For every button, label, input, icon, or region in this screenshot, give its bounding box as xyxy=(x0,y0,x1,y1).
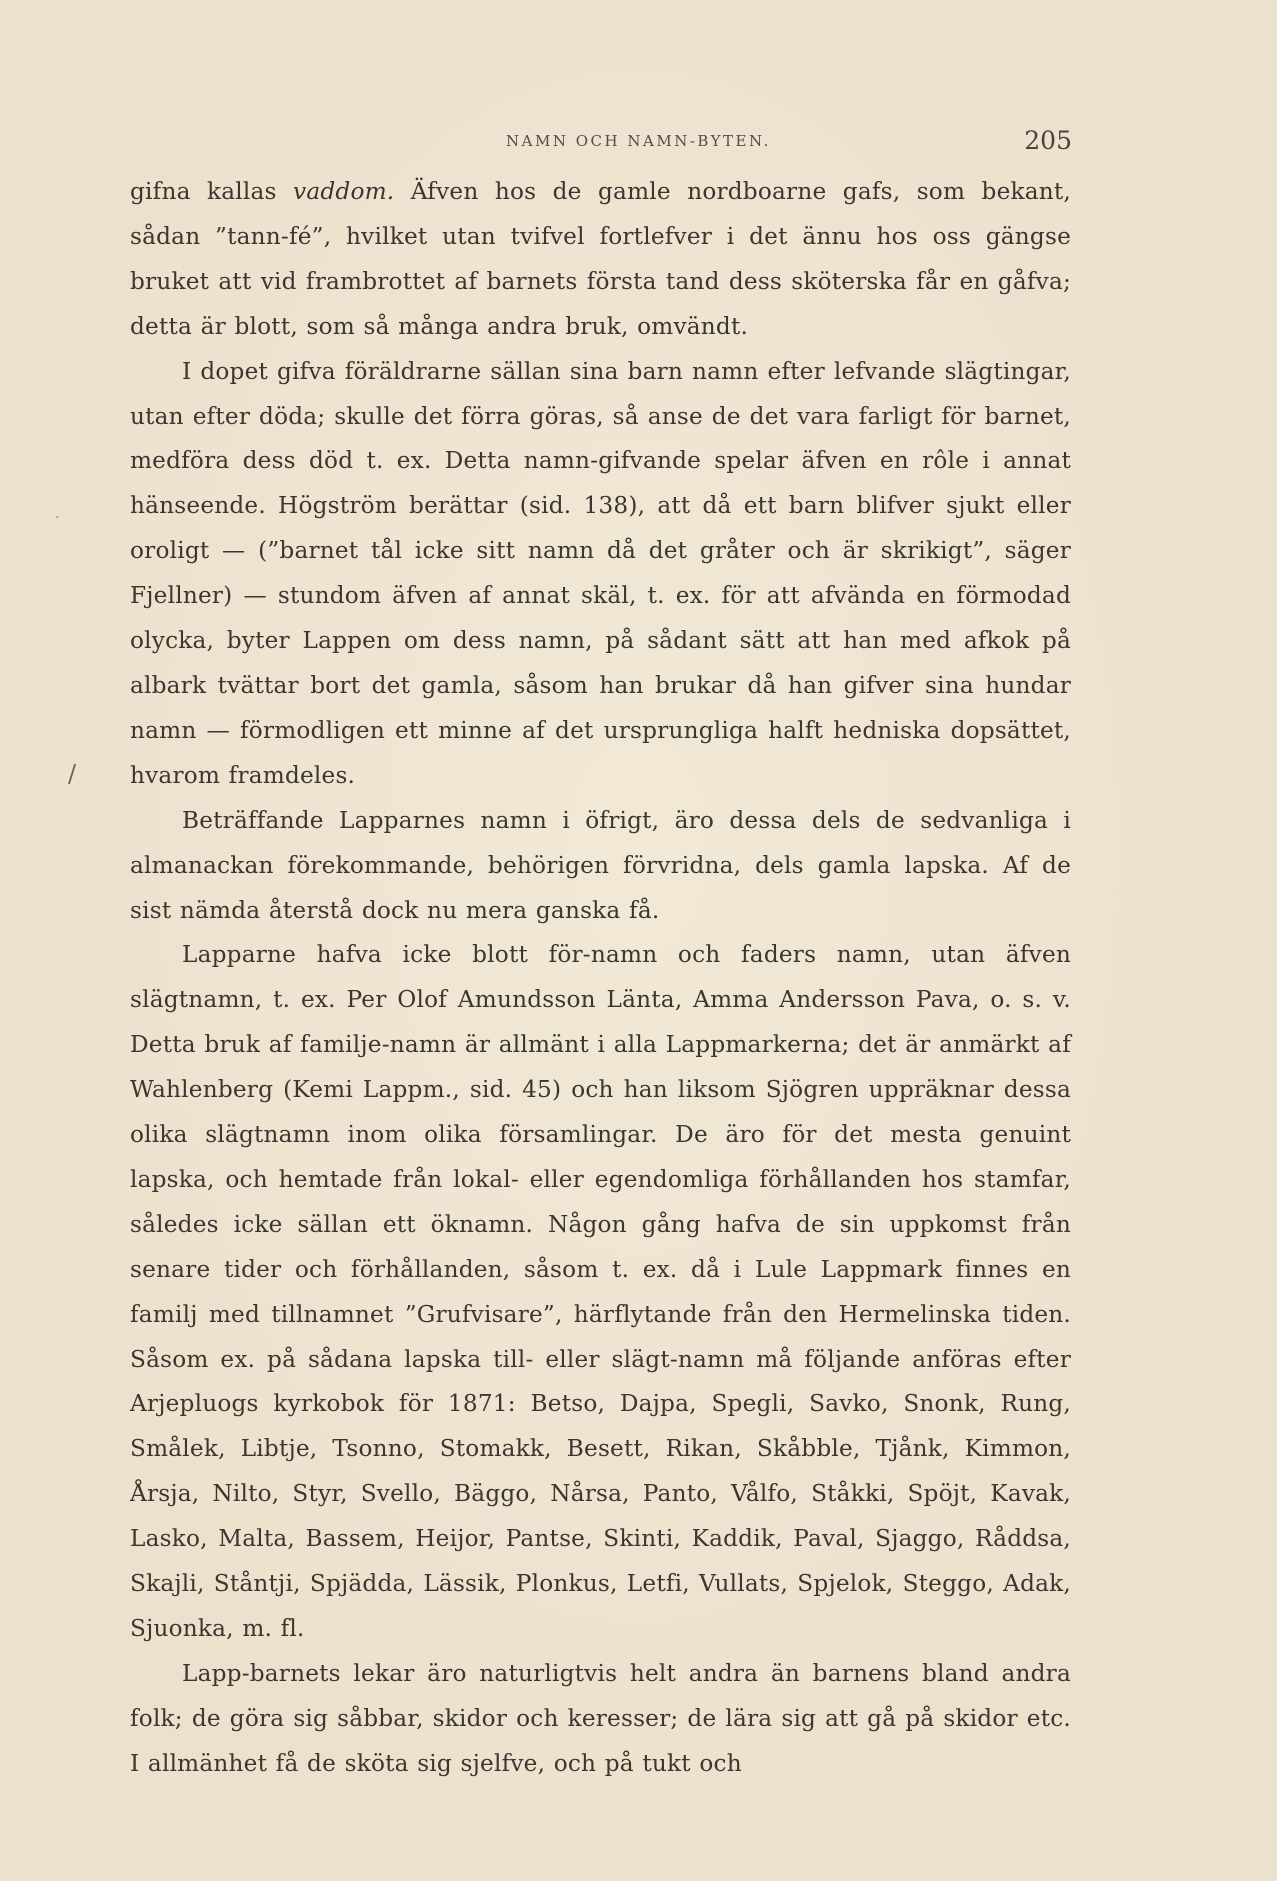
page-number: 205 xyxy=(1024,126,1072,155)
italic-term: vaddom. xyxy=(293,178,395,205)
paragraph-1-rest: Äfven hos de gamle nordboarne gafs, som bekant, sådan ”tann-fé”, hvilket utan tvifvel fortlefver i det ännu hos oss gängse bruket att vid frambrottet af barnets första tand dess sköterska får en gåfva; detta är blott, som så många andra bruk, omvändt. xyxy=(130,178,1071,340)
paragraph-3: Beträffande Lapparnes namn i öfrigt, äro dessa dels de sedvanliga i almanackan förekommande, behörigen förvridna, dels gamla lapska. Af de sist nämda återstå dock nu mera ganska få. xyxy=(130,806,1071,924)
margin-slash-mark: / xyxy=(68,760,77,788)
running-title: NAMN OCH NAMN-BYTEN. xyxy=(506,132,771,150)
paragraph-4: Lapparne hafva icke blott för-namn och faders namn, utan äfven slägtnamn, t. ex. Per Olof Amundsson Länta, Amma Andersson Pava, o. s. v. Detta bruk af familje-namn är allmänt i alla Lappmarkerna; det är anmärkt af Wahlenberg (Kemi Lappm., sid. 45) och han liksom Sjögren uppräknar dessa olika slägtnamn inom olika församlingar. De äro för det mesta genuint lapska, och hemtade från lokal- eller egendomliga förhållanden hos stamfar, således icke sällan ett öknamn. Någon gång hafva de sin uppkomst från senare tider och förhållanden, såsom t. ex. då i Lule Lappmark finnes en familj med tillnamnet ”Grufvisare”, härflytande från den Hermelinska tiden. Såsom ex. på sådana lapska till- eller slägt-namn må följande anföras efter Arjepluogs kyrkobok för 1871: Betso, Dajpa, Spegli, Savko, Snonk, Rung, Smålek, Libtje, Tsonno, Stomakk, Besett, Rikan, Skåbble, Tjånk, Kimmon, Årsja, Nilto, Styr, Svello, Bäggo, Nårsa, Panto, Vålfo, Ståkki, Spöjt, Kavak, Lasko, Malta, Bassem, Heijor, Pantse, Skinti, Kaddik, Paval, Sjaggo, Råddsa, Skajli, Ståntji, Spjädda, Lässik, Plonkus, Letfi, Vullats, Spjelok, Steggo, Adak, Sjuonka, m. fl. xyxy=(130,941,1071,1642)
margin-dot-mark: · xyxy=(55,510,60,526)
paragraph-1-start: gifna kallas xyxy=(130,178,294,205)
paragraph-2: I dopet gifva föräldrarne sällan sina barn namn efter lefvande slägtingar, utan efter döda; skulle det förra göras, så anse de det vara farligt för barnet, medföra dess död t. ex. Detta namn-gifvande spelar äfven en rôle i annat hänseende. Högström berättar (sid. 138), att då ett barn blifver sjukt eller oroligt — (”barnet tål icke sitt namn då det gråter och är skrikigt”, säger Fjellner) — stundom äfven af annat skäl, t. ex. för att afvända en förmodad olycka, byter Lappen om dess namn, på sådant sätt att han med afkok på albark tvättar bort det gamla, såsom han brukar då han gifver sina hundar namn — förmodligen ett minne af det ursprungliga halft hedniska dopsättet, hvarom framdeles. xyxy=(130,357,1071,789)
body-text xyxy=(130,170,1071,1787)
paragraph-1 xyxy=(130,170,1071,350)
paragraph-5: Lapp-barnets lekar äro naturligtvis helt andra än barnens bland andra folk; de göra sig såbbar, skidor och keresser; de lära sig att gå på skidor etc. I allmänhet få de sköta sig sjelfve, och på tukt och xyxy=(130,1659,1071,1777)
running-head xyxy=(0,126,1277,156)
